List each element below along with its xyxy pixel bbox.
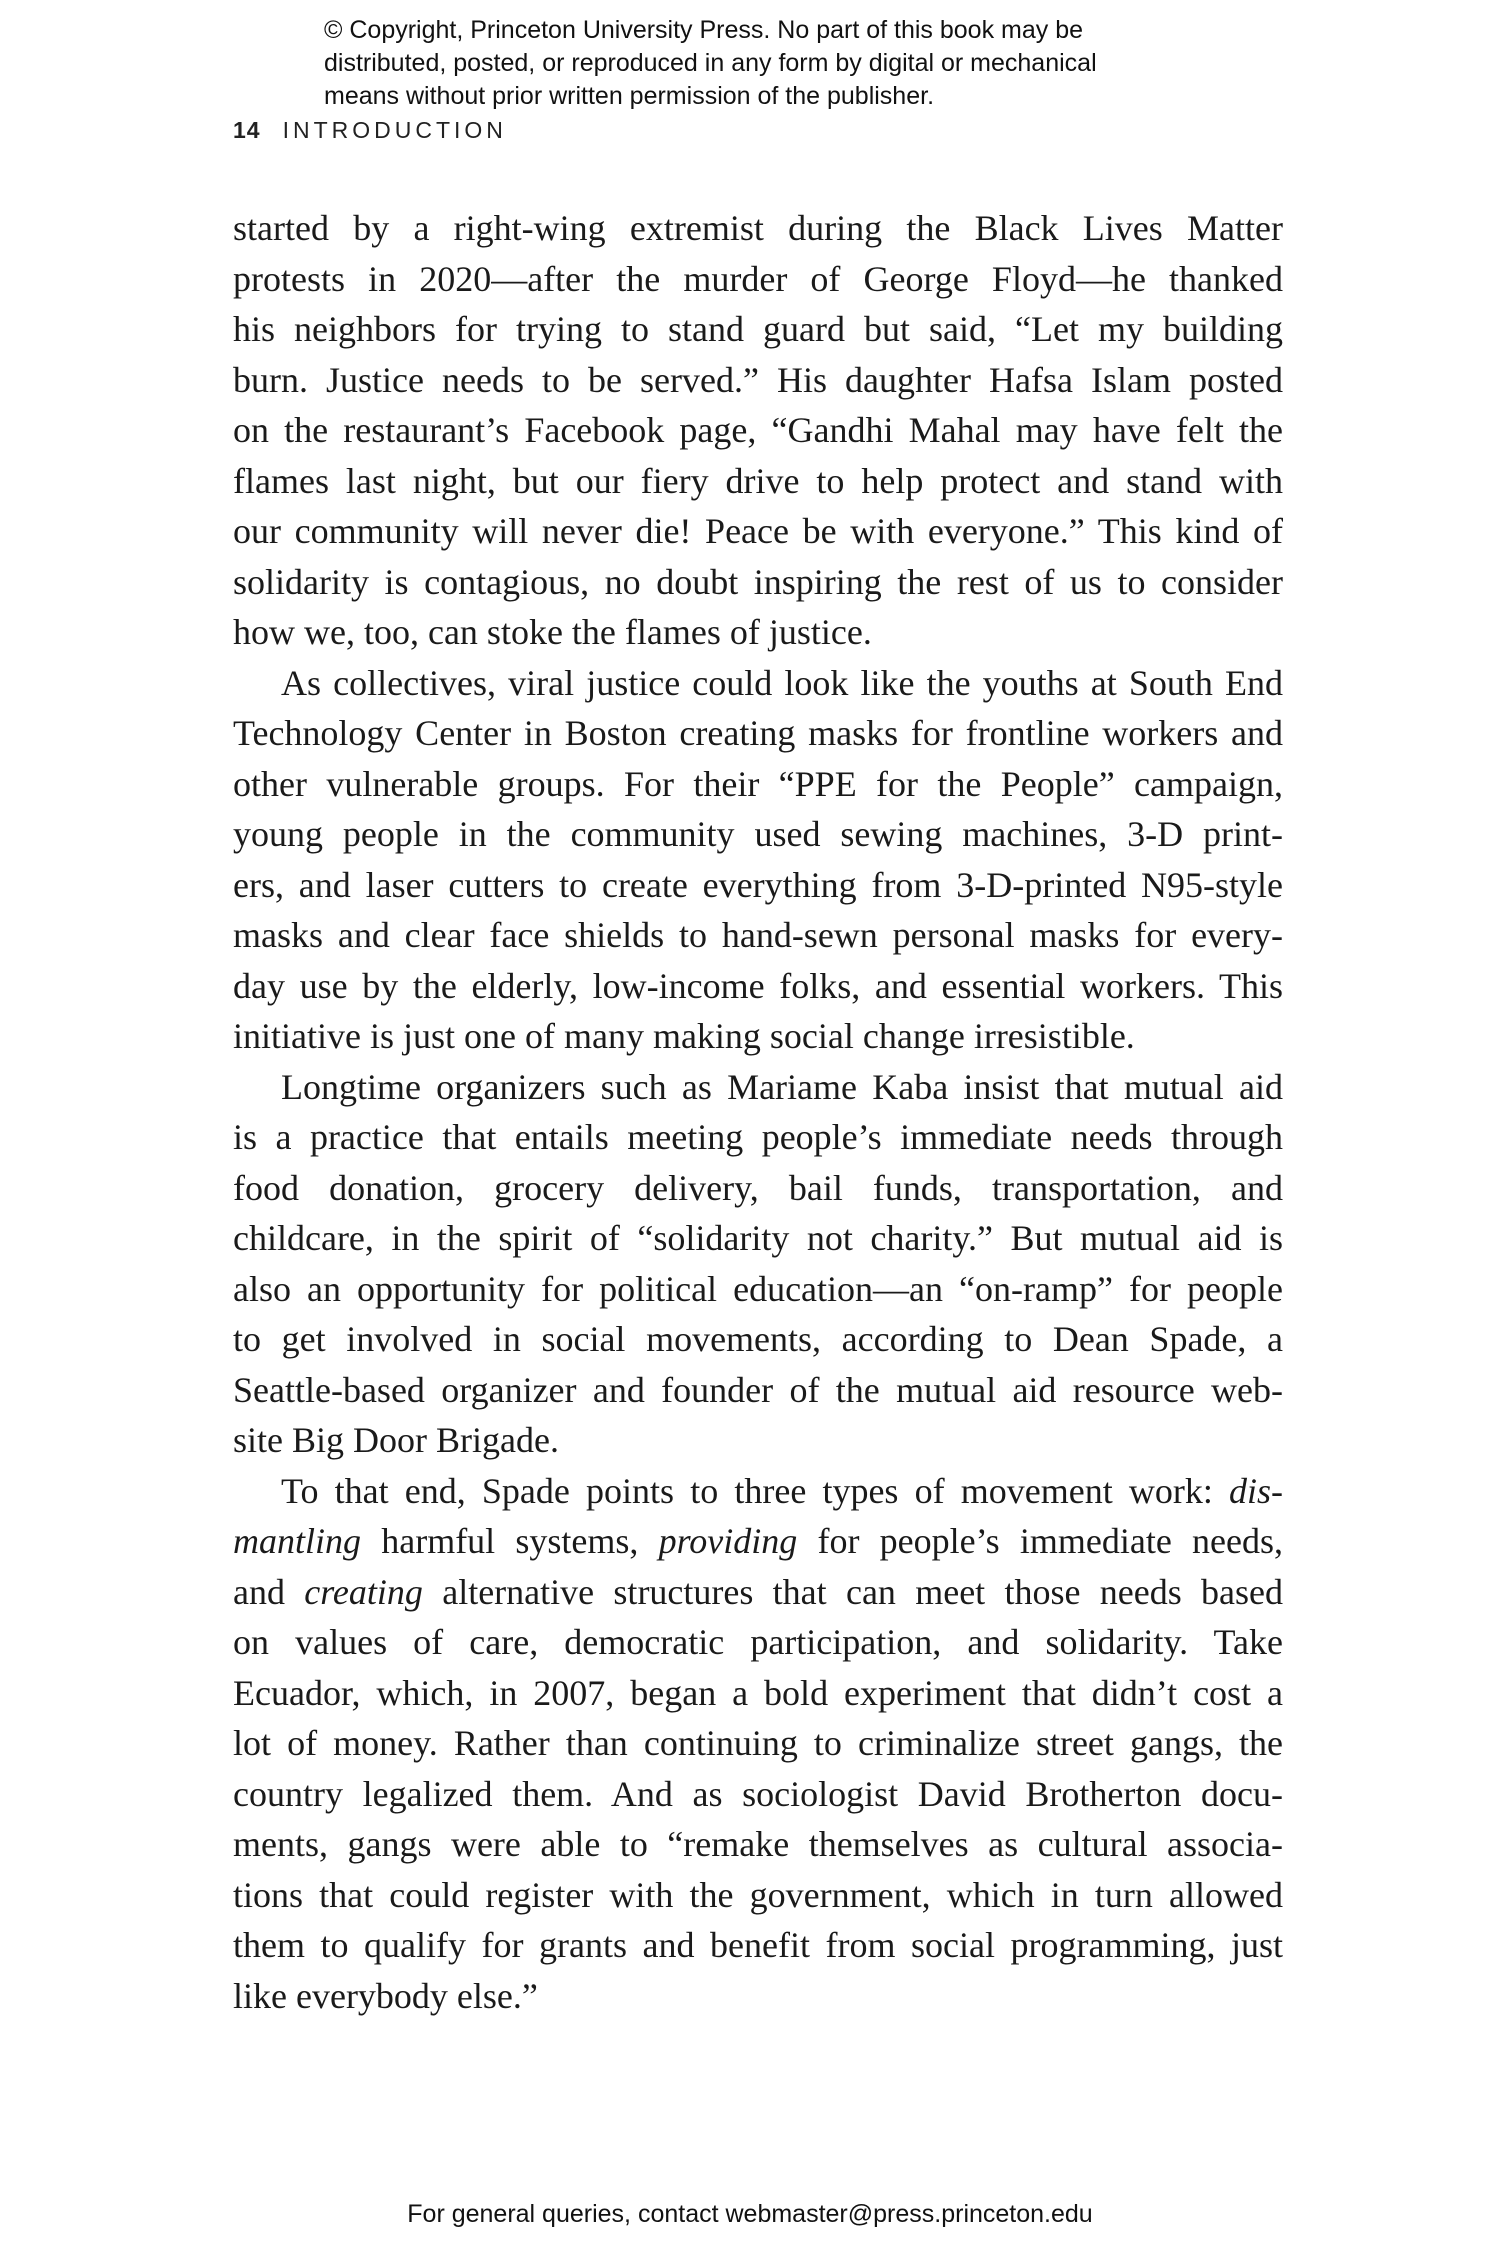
text-line: childcare, in the spirit of “solidarity not charity.” But mutual aid is (233, 1218, 1283, 1258)
running-title: INTRODUCTION (282, 117, 507, 143)
text-line: burn. Justice needs to be served.” His daughter Hafsa Islam posted (233, 359, 1283, 400)
copyright-line: © Copyright, Princeton University Press. No part of this book may be (324, 16, 1084, 44)
copyright-line: means without prior written permission of the publisher. (324, 82, 935, 110)
text-line: Seattle-based organizer and founder of the mutual aid resource web- (233, 1369, 1283, 1410)
text-line: initiative is just one of many making social change irresistible. (233, 1016, 1135, 1056)
text-line: them to qualify for grants and benefit from social programming, just (233, 1925, 1283, 1965)
text-line: how we, too, can stoke the flames of justice. (233, 612, 872, 652)
text-line: As collectives, viral justice could look like the youths at South End (281, 662, 1283, 703)
text-line: and creating alternative structures that can meet those needs based (233, 1571, 1283, 1612)
text-line: site Big Door Brigade. (233, 1420, 559, 1460)
running-head (233, 117, 507, 144)
text-line: started by a right-wing extremist during the Black Lives Matter (233, 208, 1283, 248)
text-line: lot of money. Rather than continuing to criminalize street gangs, the (233, 1723, 1283, 1763)
text-line: our community will never die! Peace be with everyone.” This kind of (233, 511, 1283, 551)
text-line: ments, gangs were able to “remake themselves as cultural associa- (233, 1824, 1283, 1864)
text-line: Longtime organizers such as Mariame Kaba insist that mutual aid (281, 1066, 1283, 1107)
text-line: on the restaurant’s Facebook page, “Gandhi Mahal may have felt the (233, 410, 1283, 450)
text-line: Technology Center in Boston creating masks for frontline workers and (233, 713, 1283, 753)
text-line: country legalized them. And as sociologist David Brotherton docu- (233, 1773, 1283, 1814)
text-line: other vulnerable groups. For their “PPE for the People” campaign, (233, 763, 1283, 804)
text-line: like everybody else.” (233, 1975, 538, 2016)
text-line: day use by the elderly, low-income folks, and essential workers. This (233, 965, 1283, 1006)
copyright-notice (324, 14, 1324, 113)
footer-contact: For general queries, contact webmaster@press.princeton.edu (407, 2200, 1093, 2228)
copyright-line: distributed, posted, or reproduced in any form by digital or mechanical (324, 49, 1097, 77)
text-line: food donation, grocery delivery, bail funds, transportation, and (233, 1167, 1283, 1208)
text-line: masks and clear face shields to hand-sewn personal masks for every- (233, 915, 1283, 955)
text-line: To that end, Spade points to three types of movement work: dis- (281, 1470, 1283, 1511)
text-line: is a practice that entails meeting people’s immediate needs through (233, 1117, 1283, 1157)
text-line: protests in 2020—after the murder of George Floyd—he thanked (233, 258, 1283, 299)
text-line: ers, and laser cutters to create everything from 3-D-printed N95-style (233, 864, 1283, 905)
text-line: on values of care, democratic participation, and solidarity. Take (233, 1622, 1283, 1662)
text-line: flames last night, but our fiery drive to help protect and stand with (233, 460, 1283, 501)
text-line: his neighbors for trying to stand guard but said, “Let my building (233, 309, 1283, 349)
text-line: mantling harmful systems, providing for people’s immediate needs, (233, 1521, 1283, 1561)
text-line: to get involved in social movements, according to Dean Spade, a (233, 1319, 1283, 1359)
text-line: Ecuador, which, in 2007, began a bold experiment that didn’t cost a (233, 1672, 1283, 1713)
text-line: solidarity is contagious, no doubt inspiring the rest of us to consider (233, 561, 1283, 602)
text-line: tions that could register with the government, which in turn allowed (233, 1874, 1283, 1915)
text-line: also an opportunity for political education—an “on-ramp” for people (233, 1268, 1283, 1309)
text-line: young people in the community used sewing machines, 3-D print- (233, 814, 1283, 854)
body-text (233, 203, 1283, 2021)
page-number: 14 (233, 117, 261, 143)
